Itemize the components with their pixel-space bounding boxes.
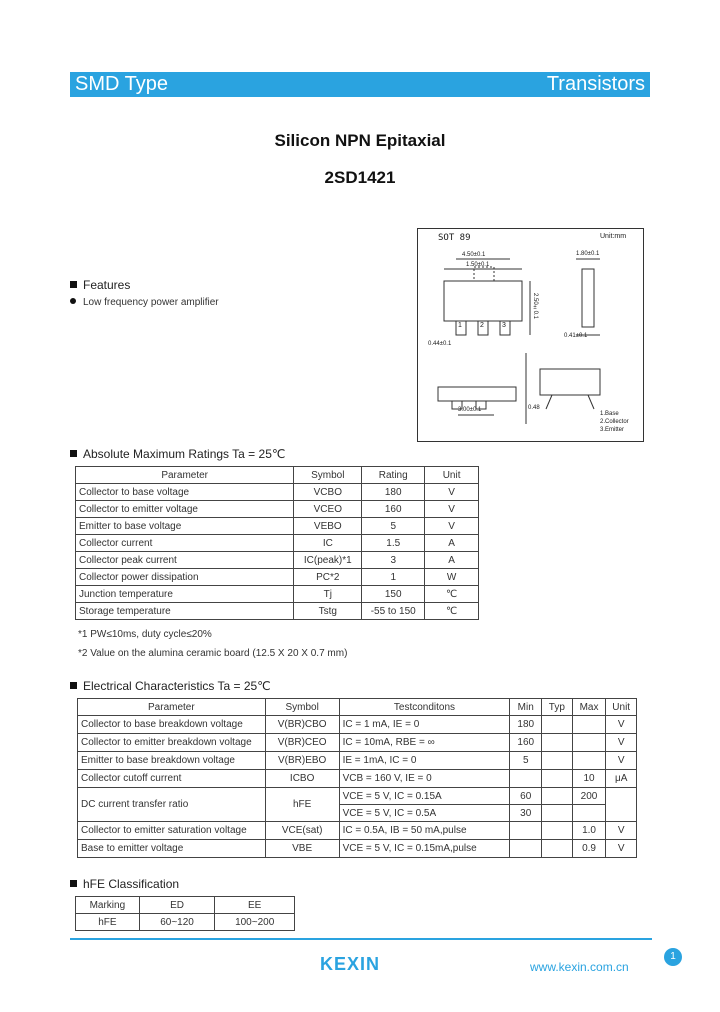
table-cell: VCBO	[294, 484, 362, 501]
page-number: 1	[664, 948, 682, 966]
feature-item: Low frequency power amplifier	[70, 297, 219, 308]
bullet-dot-icon	[70, 298, 76, 304]
column-header: Max	[572, 699, 606, 716]
package-name: SOT 89	[438, 233, 471, 243]
table-row	[76, 914, 295, 931]
pin-number: 2	[480, 322, 484, 329]
table-row	[76, 552, 479, 569]
table-row	[78, 822, 637, 840]
table-cell: V(BR)EBO	[265, 752, 339, 770]
dim-label: 2.50±0.1	[532, 293, 538, 320]
dim-label: 1.50±0.1	[466, 262, 490, 268]
table-cell: 1.5	[362, 535, 425, 552]
table-cell: ℃	[425, 586, 479, 603]
dim-label: 3.00±0.1	[458, 407, 482, 413]
table-cell: 200	[572, 788, 606, 805]
kexin-logo: KEXIN	[320, 954, 381, 974]
dim-label: 4.50±0.1	[462, 252, 486, 258]
table-row	[76, 586, 479, 603]
dim-label: 0.44±0.1	[428, 341, 452, 347]
table-cell: VCB = 160 V, IE = 0	[339, 770, 510, 788]
table-cell: Collector to emitter voltage	[76, 501, 294, 518]
table-cell: A	[425, 535, 479, 552]
table-cell: 30	[510, 805, 542, 822]
table-cell: 180	[362, 484, 425, 501]
table-cell: 160	[510, 734, 542, 752]
table-cell: Base to emitter voltage	[78, 840, 266, 858]
package-unit: Unit:mm	[600, 233, 627, 240]
table-cell: EE	[215, 897, 295, 914]
table-cell: Collector cutoff current	[78, 770, 266, 788]
table-cell: Collector peak current	[76, 552, 294, 569]
column-header: Unit	[425, 467, 479, 484]
table-cell: Tstg	[294, 603, 362, 620]
table-cell	[510, 840, 542, 858]
table-row	[76, 569, 479, 586]
column-header: Unit	[606, 699, 637, 716]
column-header: Testconditons	[339, 699, 510, 716]
table-cell: Emitter to base voltage	[76, 518, 294, 535]
table-cell: 180	[510, 716, 542, 734]
column-header: Parameter	[78, 699, 266, 716]
elec-table	[77, 698, 637, 858]
table-cell	[572, 805, 606, 822]
table-cell: PC*2	[294, 569, 362, 586]
table-row	[78, 734, 637, 752]
table-cell: hFE	[76, 914, 140, 931]
table-cell	[542, 805, 573, 822]
table-cell	[572, 716, 606, 734]
table-cell: IC = 1 mA, IE = 0	[339, 716, 510, 734]
dim-label: 0.41±0.1	[564, 333, 588, 339]
table-cell: IC = 0.5A, IB = 50 mA,pulse	[339, 822, 510, 840]
table-cell: ED	[139, 897, 215, 914]
column-header: Parameter	[76, 467, 294, 484]
footer-divider	[70, 938, 652, 940]
pin-label: 2.Collector	[600, 419, 629, 425]
table-cell: Collector power dissipation	[76, 569, 294, 586]
bullet-square-icon	[70, 682, 77, 689]
table-cell	[510, 822, 542, 840]
bullet-square-icon	[70, 281, 77, 288]
pin-number: 3	[502, 322, 506, 329]
table-cell: 60	[510, 788, 542, 805]
column-header: Symbol	[265, 699, 339, 716]
bullet-square-icon	[70, 880, 77, 887]
table-cell: V	[606, 822, 637, 840]
table-row	[76, 535, 479, 552]
table-cell: Collector to emitter breakdown voltage	[78, 734, 266, 752]
elec-heading: Electrical Characteristics Ta = 25℃	[70, 679, 271, 693]
table-cell: ℃	[425, 603, 479, 620]
table-cell	[542, 770, 573, 788]
table-cell: -55 to 150	[362, 603, 425, 620]
table-cell: DC current transfer ratio	[78, 788, 266, 822]
table-cell: 100~200	[215, 914, 295, 931]
column-header: Min	[510, 699, 542, 716]
table-row	[76, 518, 479, 535]
table-cell	[542, 822, 573, 840]
table-cell: 150	[362, 586, 425, 603]
table-cell: V	[606, 840, 637, 858]
hfe-heading: hFE Classification	[70, 877, 179, 891]
table-row	[76, 897, 295, 914]
abs-max-heading: Absolute Maximum Ratings Ta = 25℃	[70, 447, 285, 461]
table-header-row	[76, 467, 479, 484]
table-cell: Marking	[76, 897, 140, 914]
features-heading: Features	[70, 278, 130, 292]
column-header: Typ	[542, 699, 573, 716]
table-cell: 1.0	[572, 822, 606, 840]
table-cell: 5	[510, 752, 542, 770]
table-cell: V	[425, 484, 479, 501]
table-cell: 1	[362, 569, 425, 586]
table-row	[76, 603, 479, 620]
header-left: SMD Type	[75, 73, 168, 95]
table-row	[78, 770, 637, 788]
header-right: Transistors	[546, 73, 645, 95]
table-cell: Tj	[294, 586, 362, 603]
table-cell: V(BR)CBO	[265, 716, 339, 734]
table-cell: 160	[362, 501, 425, 518]
table-cell: IC(peak)*1	[294, 552, 362, 569]
pin-label: 3.Emitter	[600, 427, 625, 433]
table-cell: VCE = 5 V, IC = 0.15mA,pulse	[339, 840, 510, 858]
table-cell: Collector to base breakdown voltage	[78, 716, 266, 734]
table-cell: Collector to emitter saturation voltage	[78, 822, 266, 840]
table-cell	[510, 770, 542, 788]
footnote-1: *1 PW≤10ms, duty cycle≤20%	[78, 629, 212, 640]
table-cell: VEBO	[294, 518, 362, 535]
pin-label: 1.Base	[600, 411, 619, 417]
hfe-table	[75, 896, 295, 931]
column-header: Rating	[362, 467, 425, 484]
table-cell: VCEO	[294, 501, 362, 518]
table-cell: W	[425, 569, 479, 586]
header-bar	[70, 72, 650, 97]
doc-title: Silicon NPN Epitaxial	[274, 131, 446, 150]
table-cell: 3	[362, 552, 425, 569]
table-cell: Emitter to base breakdown voltage	[78, 752, 266, 770]
dim-label: 0.48	[528, 405, 540, 411]
package-drawing	[417, 228, 644, 442]
dim-label: 1.80±0.1	[576, 251, 600, 257]
table-row	[78, 716, 637, 734]
table-cell	[606, 788, 637, 822]
footnote-2: *2 Value on the alumina ceramic board (12.5 X 20 X 0.7 mm)	[78, 648, 348, 659]
table-cell: ICBO	[265, 770, 339, 788]
table-cell: Collector current	[76, 535, 294, 552]
table-cell: V	[606, 734, 637, 752]
table-row	[78, 752, 637, 770]
pin-number: 1	[458, 322, 462, 329]
table-cell: V	[425, 501, 479, 518]
table-cell: VBE	[265, 840, 339, 858]
table-cell: IC	[294, 535, 362, 552]
table-cell: Junction temperature	[76, 586, 294, 603]
table-cell	[542, 752, 573, 770]
table-cell: V	[425, 518, 479, 535]
table-cell: VCE = 5 V, IC = 0.15A	[339, 788, 510, 805]
bullet-square-icon	[70, 450, 77, 457]
table-cell	[542, 716, 573, 734]
table-cell	[542, 840, 573, 858]
website-link[interactable]: www.kexin.com.cn	[530, 960, 629, 974]
table-cell: 10	[572, 770, 606, 788]
table-row	[76, 501, 479, 518]
table-row	[78, 788, 637, 805]
table-cell: Collector to base voltage	[76, 484, 294, 501]
table-cell: VCE = 5 V, IC = 0.5A	[339, 805, 510, 822]
table-cell: V(BR)CEO	[265, 734, 339, 752]
table-cell: 5	[362, 518, 425, 535]
part-number: 2SD1421	[324, 168, 396, 187]
abs-max-table	[75, 466, 479, 620]
table-cell: IE = 1mA, IC = 0	[339, 752, 510, 770]
table-header-row	[78, 699, 637, 716]
table-cell: V	[606, 752, 637, 770]
table-cell: IC = 10mA, RBE = ∞	[339, 734, 510, 752]
table-cell	[572, 752, 606, 770]
table-cell	[542, 788, 573, 805]
table-cell	[542, 734, 573, 752]
table-cell: Storage temperature	[76, 603, 294, 620]
table-cell	[572, 734, 606, 752]
table-cell: 60~120	[139, 914, 215, 931]
table-row	[78, 840, 637, 858]
table-row	[76, 484, 479, 501]
table-cell: A	[425, 552, 479, 569]
table-cell: VCE(sat)	[265, 822, 339, 840]
table-cell: 0.9	[572, 840, 606, 858]
table-cell: V	[606, 716, 637, 734]
column-header: Symbol	[294, 467, 362, 484]
table-cell: hFE	[265, 788, 339, 822]
table-cell: μA	[606, 770, 637, 788]
